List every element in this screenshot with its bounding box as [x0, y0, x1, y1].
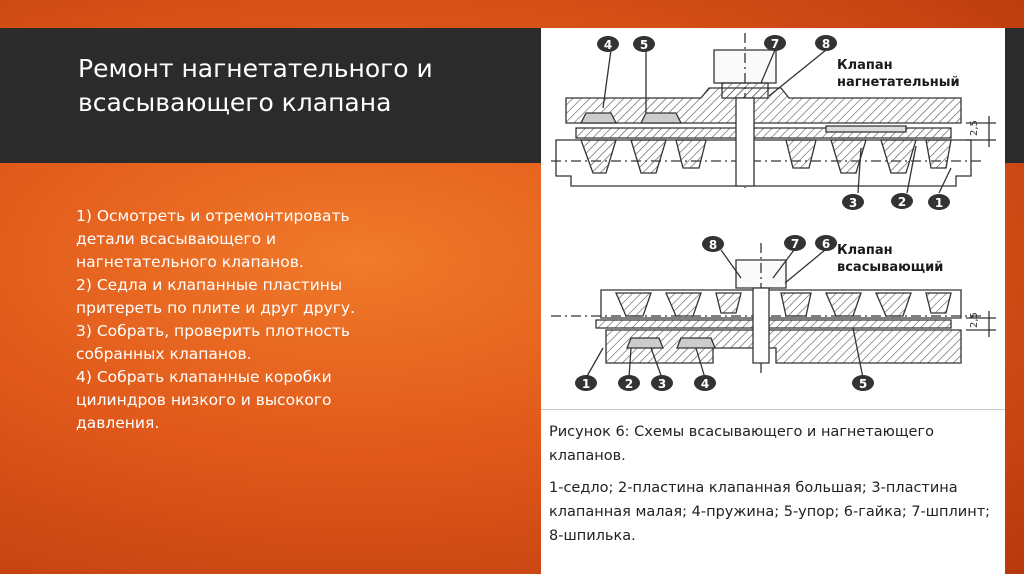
suction-valve-label-line1: Клапан — [837, 243, 893, 258]
slide-title-line1: Ремонт нагнетательного и — [78, 54, 433, 83]
caption-legend: 1-седло; 2-пластина клапанная большая; 3-пластина клапанная малая; 4-пружина; 5-упор; 6-гайка; 7-шплинт; 8-шпилька. — [549, 480, 991, 544]
valve-drawings — [541, 28, 1005, 406]
suction-valve-label — [837, 242, 943, 276]
discharge-valve-label — [837, 57, 960, 91]
step-1: 1) Осмотреть и отремонтировать детали всасывающего и нагнетательного клапанов. — [76, 207, 350, 271]
slide-title — [78, 52, 538, 120]
step-3: 3) Собрать, проверить плотность собранных клапанов. — [76, 322, 351, 363]
callout-top-3: 3 — [848, 196, 858, 210]
discharge-valve-label-line2: нагнетательный — [837, 75, 960, 90]
callout-top-4: 4 — [603, 38, 613, 52]
dimension-bottom: 2,5 — [969, 312, 980, 328]
callout-top-1: 1 — [934, 196, 944, 210]
callout-bottom-3: 3 — [657, 377, 667, 391]
callout-bottom-7: 7 — [790, 237, 800, 251]
callout-bottom-1: 1 — [581, 377, 591, 391]
callout-bottom-2: 2 — [624, 377, 634, 391]
figure-caption — [541, 409, 1005, 574]
dimension-top: 2,5 — [969, 120, 980, 136]
discharge-valve-label-line1: Клапан — [837, 58, 893, 73]
figure-panel — [541, 28, 1005, 574]
repair-steps — [76, 205, 376, 435]
callout-bottom-6: 6 — [821, 237, 831, 251]
callout-bottom-8: 8 — [708, 238, 718, 252]
callout-bottom-5: 5 — [858, 377, 868, 391]
callout-top-5: 5 — [639, 38, 649, 52]
callout-top-2: 2 — [897, 195, 907, 209]
callout-top-7: 7 — [770, 37, 780, 51]
callout-top-8: 8 — [821, 37, 831, 51]
caption-title: Рисунок 6: Схемы всасывающего и нагнетающего клапанов. — [549, 424, 934, 464]
step-2: 2) Седла и клапанные пластины притереть по плите и друг другу. — [76, 276, 355, 317]
slide-title-line2: всасывающего клапана — [78, 88, 392, 117]
callout-bottom-4: 4 — [700, 377, 710, 391]
step-4: 4) Собрать клапанные коробки цилиндров низкого и высокого давления. — [76, 368, 332, 432]
suction-valve-label-line2: всасывающий — [837, 260, 944, 275]
